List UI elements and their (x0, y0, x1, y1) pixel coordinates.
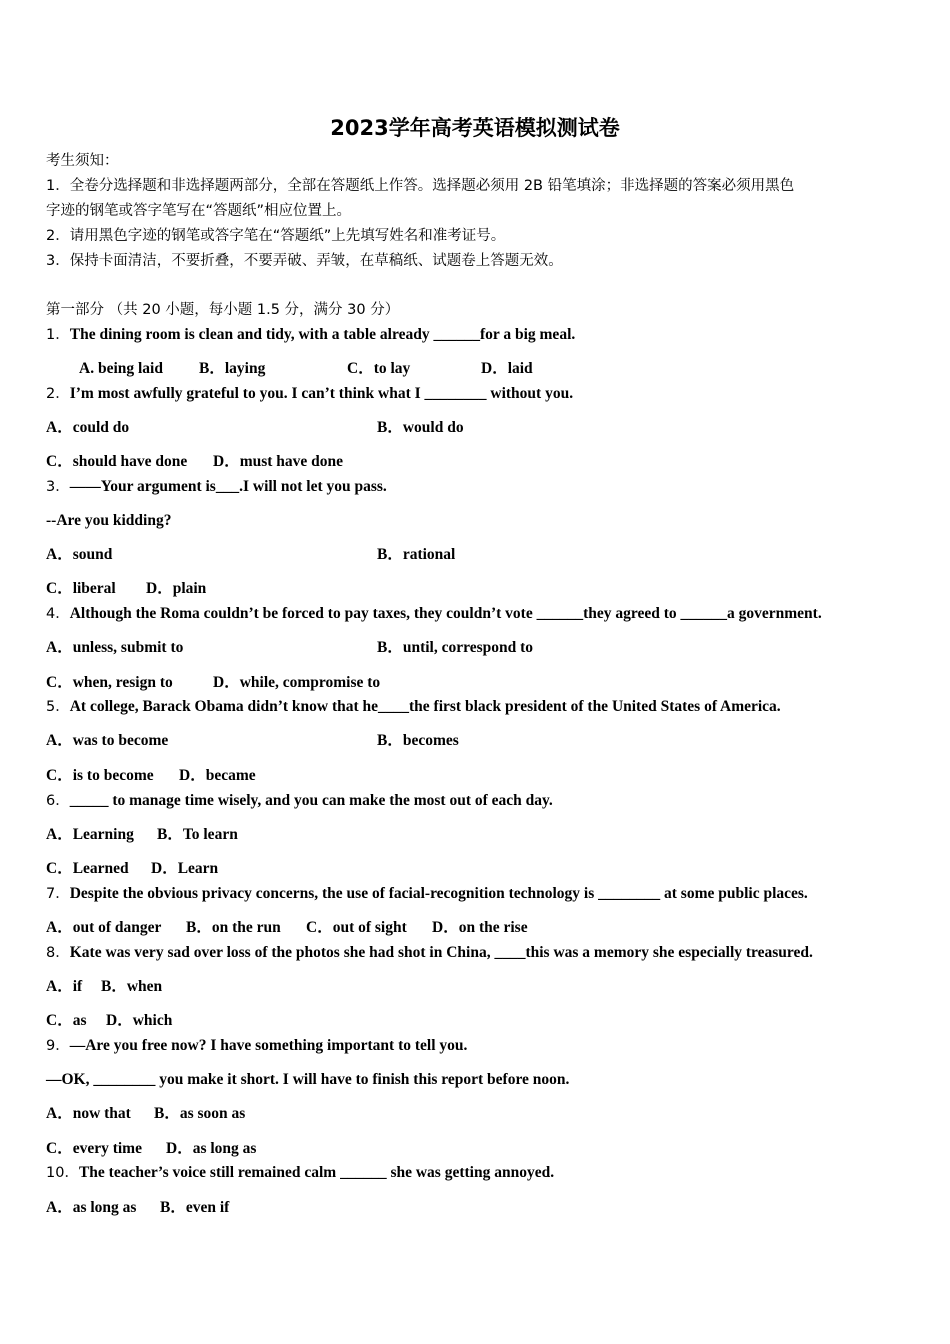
q9-option-d[interactable]: D．as long as (166, 1140, 257, 1157)
question-stem: Kate was very sad over loss of the photos she had shot in China, ____this was a memory she especially treasured. (69, 944, 813, 961)
question-number: 6． (46, 793, 70, 809)
q2-option-a[interactable]: A．could do (46, 419, 130, 436)
q4-option-d[interactable]: D．while, compromise to (213, 674, 381, 691)
question-4 (46, 603, 822, 625)
question-6 (46, 790, 553, 812)
q6-option-d[interactable]: D．Learn (151, 860, 219, 877)
q8-option-b[interactable]: B．when (101, 978, 163, 995)
q7-option-d[interactable]: D．on the rise (432, 919, 528, 936)
question-number: 8． (46, 945, 70, 961)
question-stem: The teacher’s voice still remained calm ______ she was getting annoyed. (78, 1164, 555, 1181)
question-number: 4． (46, 606, 70, 622)
question-stem: Although the Roma couldn’t be forced to pay taxes, they couldn’t vote ______they agreed to ______a government. (69, 605, 822, 622)
notice-line-1a: 1．全卷分选择题和非选择题两部分，全部在答题纸上作答。选择题必须用 2B 铅笔填涂；非选择题的答案必须用黑色 (46, 178, 795, 194)
question-stem: _____ to manage time wisely, and you can make the most out of each day. (69, 792, 553, 809)
question-number: 2． (46, 386, 70, 402)
notice-line-3: 3．保持卡面清洁，不要折叠，不要弄破、弄皱，在草稿纸、试题卷上答题无效。 (46, 253, 563, 269)
q6-option-a[interactable]: A．Learning (46, 826, 134, 843)
q5-option-a[interactable]: A．was to become (46, 732, 169, 749)
q9-option-a[interactable]: A．now that (46, 1105, 131, 1122)
question-stem: —Are you free now? I have something important to tell you. (69, 1037, 468, 1054)
q4-option-b[interactable]: B．until, correspond to (377, 639, 534, 656)
q4-option-c[interactable]: C．when, resign to (46, 674, 173, 691)
q8-option-a[interactable]: A．if (46, 978, 83, 995)
question-number: 3． (46, 479, 70, 495)
question-number: 10． (46, 1165, 79, 1181)
question-stem: The dining room is clean and tidy, with a table already ______for a big meal. (69, 326, 576, 343)
notice-line-2: 2．请用黑色字迹的钢笔或答字笔在“答题纸”上先填写姓名和准考证号。 (46, 228, 506, 244)
q4-option-a[interactable]: A．unless, submit to (46, 639, 184, 656)
q6-option-b[interactable]: B．To learn (157, 826, 238, 843)
q7-option-c[interactable]: C．out of sight (306, 919, 407, 936)
question-number: 7． (46, 886, 70, 902)
question-stem: Despite the obvious privacy concerns, the use of facial-recognition technology is ________ at some public places. (69, 885, 808, 902)
question-number: 5． (46, 699, 70, 715)
q7-option-a[interactable]: A．out of danger (46, 919, 162, 936)
q2-option-c[interactable]: C．should have done (46, 453, 188, 470)
question-9-reply: —OK, ________ you make it short. I will have to finish this report before noon. (46, 1071, 570, 1088)
q9-option-b[interactable]: B．as soon as (154, 1105, 246, 1122)
q7-option-b[interactable]: B．on the run (186, 919, 281, 936)
page-title: 2023学年高考英语模拟测试卷 (330, 116, 620, 140)
q2-option-d[interactable]: D．must have done (213, 453, 344, 470)
q9-option-c[interactable]: C．every time (46, 1140, 142, 1157)
q3-option-a[interactable]: A．sound (46, 546, 113, 563)
q1-option-a[interactable]: A. being laid (79, 360, 163, 377)
q10-option-a[interactable]: A．as long as (46, 1199, 137, 1216)
question-5 (46, 696, 781, 718)
q1-option-d[interactable]: D．laid (481, 360, 533, 377)
question-3 (46, 476, 387, 498)
q5-option-b[interactable]: B．becomes (377, 732, 459, 749)
q10-option-b[interactable]: B．even if (160, 1199, 230, 1216)
question-number: 1． (46, 327, 70, 343)
question-stem: At college, Barack Obama didn’t know that he____the first black president of the United States of America. (69, 698, 781, 715)
question-stem: ——Your argument is___.I will not let you pass. (69, 478, 387, 495)
question-2 (46, 383, 573, 405)
question-7 (46, 883, 808, 905)
notice-heading: 考生须知： (46, 153, 119, 169)
section-heading: 第一部分 （共 20 小题，每小题 1.5 分，满分 30 分） (46, 302, 400, 318)
q5-option-c[interactable]: C．is to become (46, 767, 154, 784)
q3-option-b[interactable]: B．rational (377, 546, 456, 563)
q3-option-d[interactable]: D．plain (146, 580, 207, 597)
question-stem: I’m most awfully grateful to you. I can’t think what I ________ without you. (69, 385, 574, 402)
q6-option-c[interactable]: C．Learned (46, 860, 129, 877)
notice-line-1b: 字迹的钢笔或答字笔写在“答题纸”相应位置上。 (46, 203, 352, 219)
question-9 (46, 1035, 467, 1057)
q5-option-d[interactable]: D．became (179, 767, 256, 784)
question-3-reply: --Are you kidding? (46, 512, 172, 529)
question-1 (46, 324, 575, 346)
question-8 (46, 942, 813, 964)
question-10 (46, 1162, 554, 1184)
q1-option-b[interactable]: B．laying (199, 360, 266, 377)
q3-option-c[interactable]: C．liberal (46, 580, 116, 597)
q8-option-c[interactable]: C．as (46, 1012, 87, 1029)
q2-option-b[interactable]: B．would do (377, 419, 464, 436)
q8-option-d[interactable]: D．which (106, 1012, 173, 1029)
q1-option-c[interactable]: C．to lay (347, 360, 411, 377)
question-number: 9． (46, 1038, 70, 1054)
